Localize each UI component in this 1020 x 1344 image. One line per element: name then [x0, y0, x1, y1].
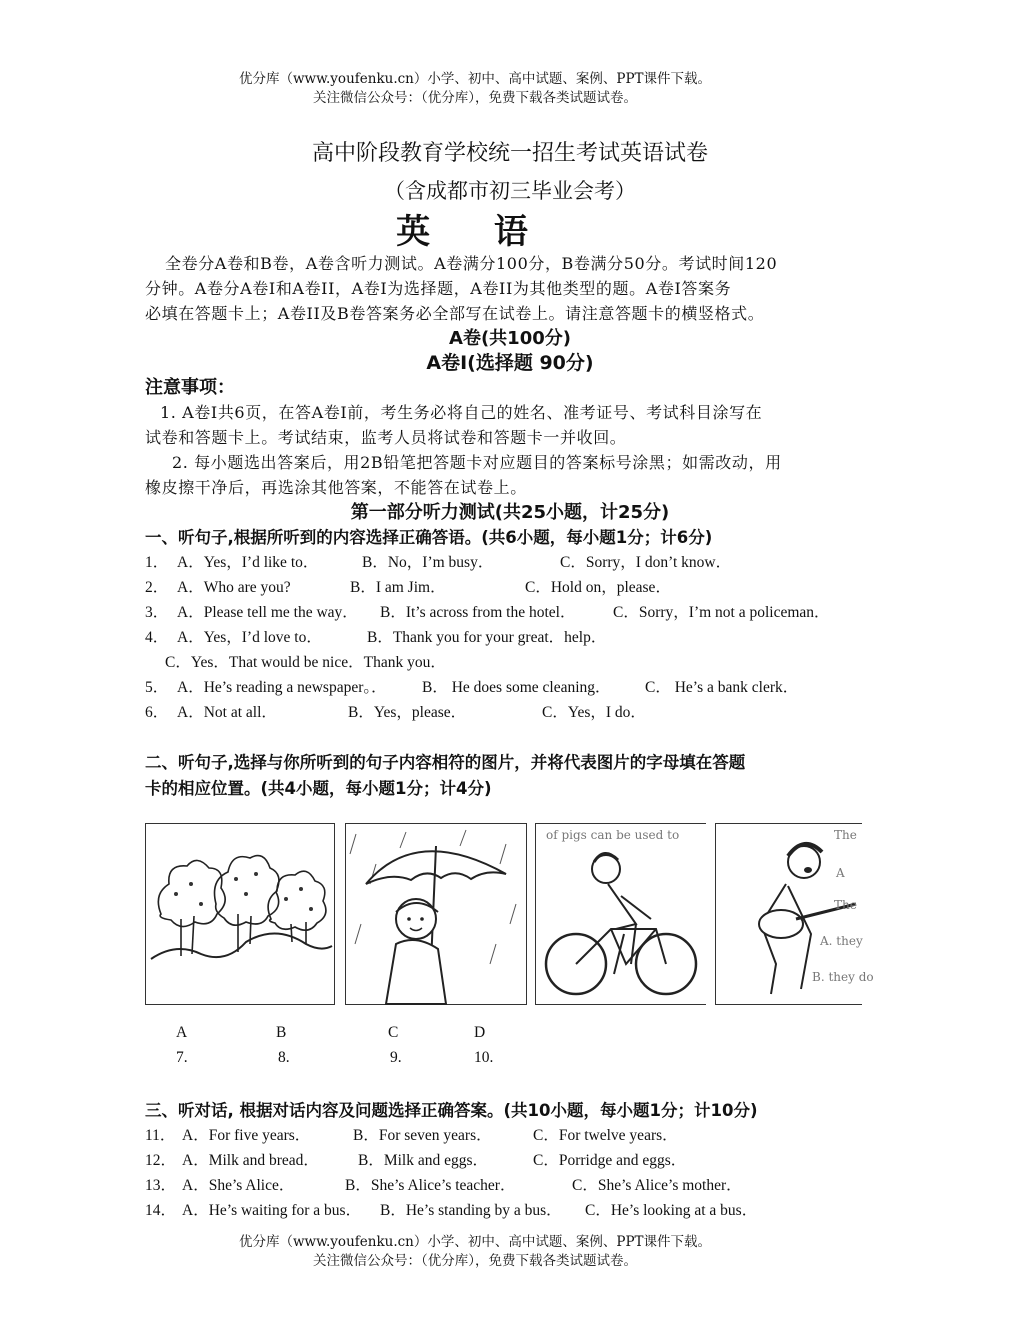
page-header-line1: 优分库（www.youfenku.cn）小学、初中、高中试题、案例、PPT课件下载。	[238, 71, 712, 87]
notice-title: 注意事项：	[145, 377, 235, 398]
part1-title: 第一部分听力测试(共25小题，计25分)	[350, 502, 670, 523]
notice-line-4: 橡皮擦干净后，再选涂其他答案，不能答在试卷上。	[145, 478, 527, 497]
notice-line-3: 2. 每小题选出答案后，用2B铅笔把答题卡对应题目的答案标号涂黑；如需改动，用	[172, 453, 782, 472]
question-number: 6．	[145, 704, 169, 721]
question-number: 3．	[145, 604, 169, 621]
section3-title: 三、听对话, 根据对话内容及问题选择正确答案。(共10小题，每小题1分；计10分)	[145, 1101, 758, 1120]
picture-d-guitar	[715, 823, 874, 1005]
option-a: A．He’s reading a newspaper。．	[177, 679, 387, 696]
section2-title-line1: 二、听句子,选择与你所听到的句子内容相符的图片，并将代表图片的字母填在答题	[145, 753, 746, 772]
option-b: B．It’s across from the hotel．	[380, 604, 576, 621]
umbrella-girl-illustration	[346, 824, 526, 1004]
background-text-4: A. they	[820, 934, 863, 948]
question-number: 11．	[145, 1127, 176, 1144]
option-a: A．Yes，I’d like to．	[177, 554, 319, 571]
picture-b-umbrella-girl	[345, 823, 527, 1005]
option-c: C．She’s Alice’s mother．	[572, 1177, 742, 1194]
answer-number-9: 9.	[390, 1049, 402, 1066]
option-b: B．She’s Alice’s teacher．	[345, 1177, 516, 1194]
exam-subtitle: （含成都市初三毕业会考）	[384, 179, 636, 203]
option-c: C．He’s looking at a bus．	[585, 1202, 758, 1219]
question-number: 4．	[145, 629, 169, 646]
page-footer-line1: 优分库（www.youfenku.cn）小学、初中、高中试题、案例、PPT课件下载。	[238, 1234, 712, 1250]
option-c: C．Sorry，I don’t know．	[560, 554, 732, 571]
page-footer-line2: 关注微信公众号：（优分库），免费下载各类试题试卷。	[313, 1253, 637, 1269]
background-text: of pigs can be used to	[546, 828, 680, 842]
picture-letter-a: A	[176, 1024, 188, 1041]
intro-line-3: 必填在答题卡上；A卷II及B卷答案务必全部写在试卷上。请注意答题卡的横竖格式。	[145, 304, 765, 323]
picture-letter-d: D	[474, 1024, 486, 1041]
picture-a-trees	[145, 823, 335, 1005]
option-a: A．Not at all．	[177, 704, 277, 721]
option-c: C．Yes，I do．	[542, 704, 646, 721]
page-header-line2: 关注微信公众号：（优分库），免费下载各类试题试卷。	[313, 90, 637, 106]
subject-heading: 英 语	[396, 212, 554, 252]
answer-number-10: 10.	[474, 1049, 494, 1066]
option-b: B．Milk and eggs．	[358, 1152, 489, 1169]
option-a: A．Please tell me the way．	[177, 604, 358, 621]
background-text-2: A	[836, 866, 845, 880]
option-a: A．Milk and bread．	[182, 1152, 319, 1169]
question-number: 2．	[145, 579, 169, 596]
option-c: C．Hold on，please．	[525, 579, 671, 596]
option-b: B．For seven years．	[353, 1127, 492, 1144]
bicycle-illustration	[536, 824, 706, 1004]
picture-c-bicycle	[535, 823, 706, 1005]
background-text-5: B. they do	[812, 970, 874, 984]
notice-line-2: 试卷和答题卡上。考试结束，监考人员将试卷和答题卡一并收回。	[145, 428, 627, 447]
option-a: A．Who are you?	[177, 579, 291, 596]
section-a1-heading: A卷Ⅰ(选择题 90分)	[426, 352, 594, 374]
option-b: B． He does some cleaning．	[422, 679, 611, 696]
background-text-3: The	[834, 898, 857, 912]
option-b: B．I am Jim．	[350, 579, 446, 596]
question-number: 12．	[145, 1152, 177, 1169]
question-number: 14．	[145, 1202, 177, 1219]
option-c: C．For twelve years．	[533, 1127, 678, 1144]
option-c: C． He’s a bank clerk．	[645, 679, 799, 696]
option-a: A．He’s waiting for a bus．	[182, 1202, 362, 1219]
question-number: 5．	[145, 679, 169, 696]
option-b: B．Yes，please．	[348, 704, 467, 721]
picture-letter-b: B	[276, 1024, 287, 1041]
question-number: 13．	[145, 1177, 177, 1194]
intro-line-1: 全卷分A卷和B卷，A卷含听力测试。A卷满分100分，B卷满分50分。考试时间120	[165, 254, 778, 273]
option-c: C．Porridge and eggs．	[533, 1152, 687, 1169]
option-b: B．He’s standing by a bus．	[380, 1202, 562, 1219]
option-a: A．Yes，I’d love to．	[177, 629, 322, 646]
trees-illustration	[146, 824, 334, 1004]
option-c: C．Sorry，I’m not a policeman．	[613, 604, 830, 621]
background-text-1: The	[834, 828, 857, 842]
notice-line-1: 1. A卷Ⅰ共6页，在答A卷Ⅰ前，考生务必将自己的姓名、准考证号、考试科目涂写在	[160, 403, 763, 422]
option-c: C．Yes．That would be nice．Thank you．	[165, 654, 446, 671]
picture-letter-c: C	[388, 1024, 399, 1041]
question-number: 1．	[145, 554, 169, 571]
section2-title-line2: 卡的相应位置。(共4小题，每小题1分；计4分)	[145, 779, 492, 798]
option-b: B．Thank you for your great．help．	[367, 629, 607, 646]
section1-title: 一、听句子,根据所听到的内容选择正确答语。(共6小题，每小题1分；计6分)	[145, 528, 713, 547]
answer-number-8: 8.	[278, 1049, 290, 1066]
option-b: B．No，I’m busy．	[362, 554, 494, 571]
section-a-heading: A卷(共100分)	[449, 328, 571, 349]
intro-line-2: 分钟。A卷分A卷Ⅰ和A卷II，A卷Ⅰ为选择题，A卷II为其他类型的题。A卷Ⅰ答案务	[145, 279, 732, 298]
answer-number-7: 7.	[176, 1049, 188, 1066]
exam-title: 高中阶段教育学校统一招生考试英语试卷	[311, 141, 708, 166]
option-a: A．For five years．	[182, 1127, 311, 1144]
option-a: A．She’s Alice．	[182, 1177, 295, 1194]
